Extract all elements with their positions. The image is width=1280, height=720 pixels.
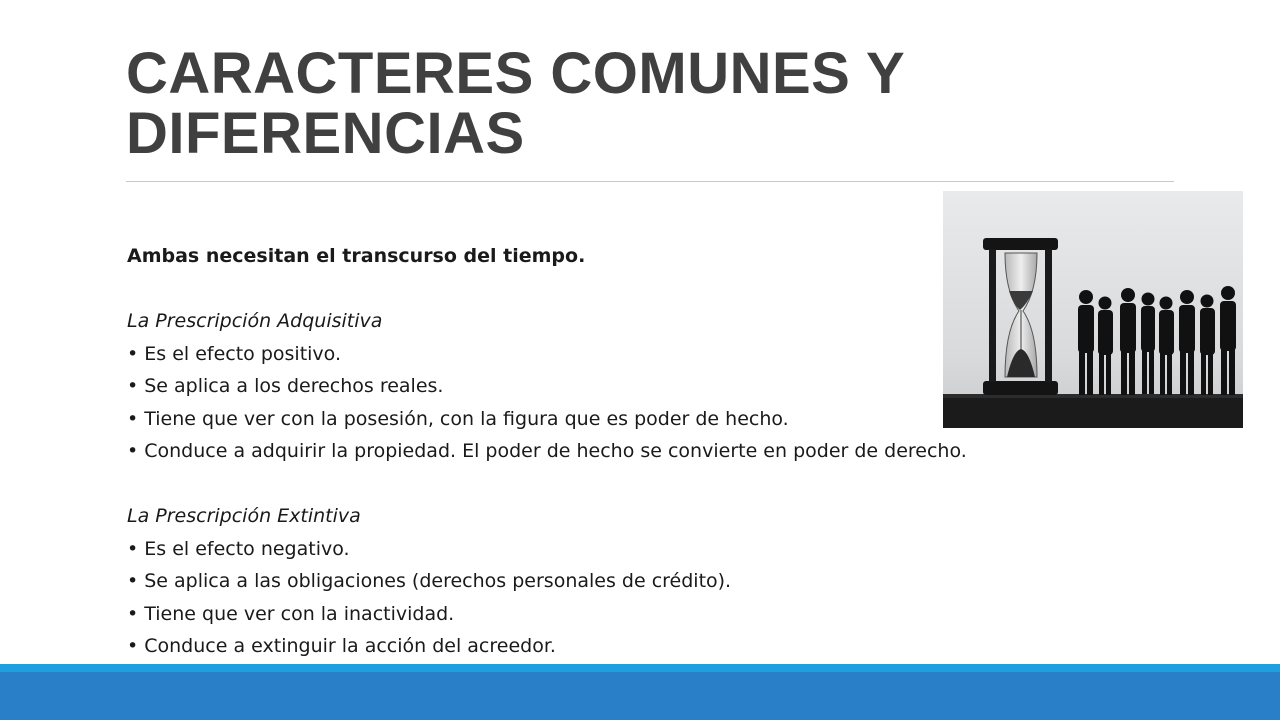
- list-item: • Se aplica a las obligaciones (derechos personales de crédito).: [127, 570, 732, 592]
- footer-bar: [0, 664, 1280, 720]
- list-item: • Conduce a adquirir la propiedad. El poder de hecho se convierte en poder de derecho.: [127, 440, 967, 462]
- intro-text: Ambas necesitan el transcurso del tiempo.: [127, 245, 586, 267]
- list-item: • Es el efecto negativo.: [127, 537, 350, 560]
- list-item: • Se aplica a los derechos reales.: [127, 375, 444, 397]
- section-heading-adquisitiva: La Prescripción Adquisitiva: [127, 310, 383, 332]
- spacer: [127, 468, 1207, 501]
- spacer: [127, 273, 1207, 306]
- footer-stripe: [0, 664, 1280, 672]
- list-item: • Tiene que ver con la posesión, con la figura que es poder de hecho.: [127, 407, 789, 430]
- list-item: • Tiene que ver con la inactividad.: [127, 602, 455, 625]
- section-heading-extintiva: La Prescripción Extintiva: [127, 505, 361, 527]
- slide-body: [127, 240, 1207, 663]
- list-item: • Conduce a extinguir la acción del acreedor.: [127, 635, 556, 657]
- slide-title: CARACTERES COMUNES Y DIFERENCIAS: [126, 41, 905, 166]
- title-divider: [126, 181, 1174, 182]
- list-item: • Es el efecto positivo.: [127, 342, 341, 365]
